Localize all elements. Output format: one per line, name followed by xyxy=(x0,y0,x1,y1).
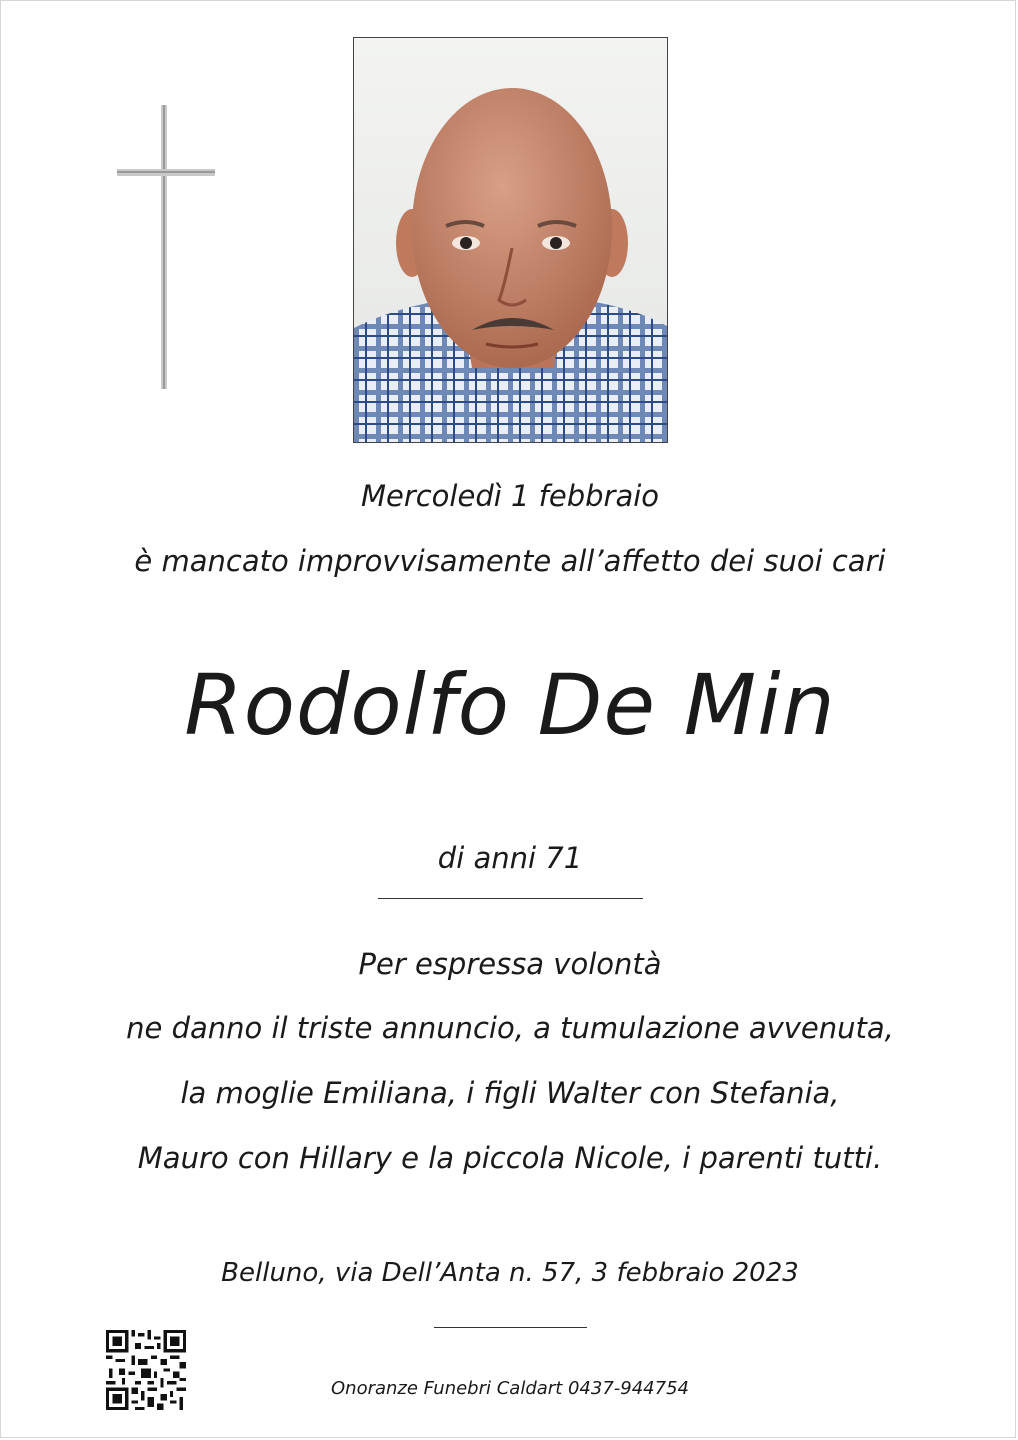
divider xyxy=(378,898,643,899)
message-line: ne danno il triste annuncio, a tumulazione avvenuta, xyxy=(126,1011,894,1045)
message-line: Per espressa volontà xyxy=(358,947,662,981)
message-line: Mauro con Hillary e la piccola Nicole, i parenti tutti. xyxy=(137,1141,883,1175)
cross-icon xyxy=(113,103,219,391)
intro-line: è mancato improvvisamente all’affetto dei suoi cari xyxy=(134,544,886,578)
funeral-agency: Onoranze Funebri Caldart 0437-944754 xyxy=(331,1378,689,1399)
divider xyxy=(434,1327,587,1328)
message-line: la moglie Emiliana, i figli Walter con Stefania, xyxy=(180,1076,840,1110)
portrait-photo xyxy=(353,37,668,443)
deceased-name: Rodolfo De Min xyxy=(184,656,836,754)
place-date-line: Belluno, via Dell’Anta n. 57, 3 febbraio 2023 xyxy=(221,1258,799,1288)
age-line: di anni 71 xyxy=(437,841,583,875)
death-date-line: Mercoledì 1 febbraio xyxy=(360,479,660,513)
